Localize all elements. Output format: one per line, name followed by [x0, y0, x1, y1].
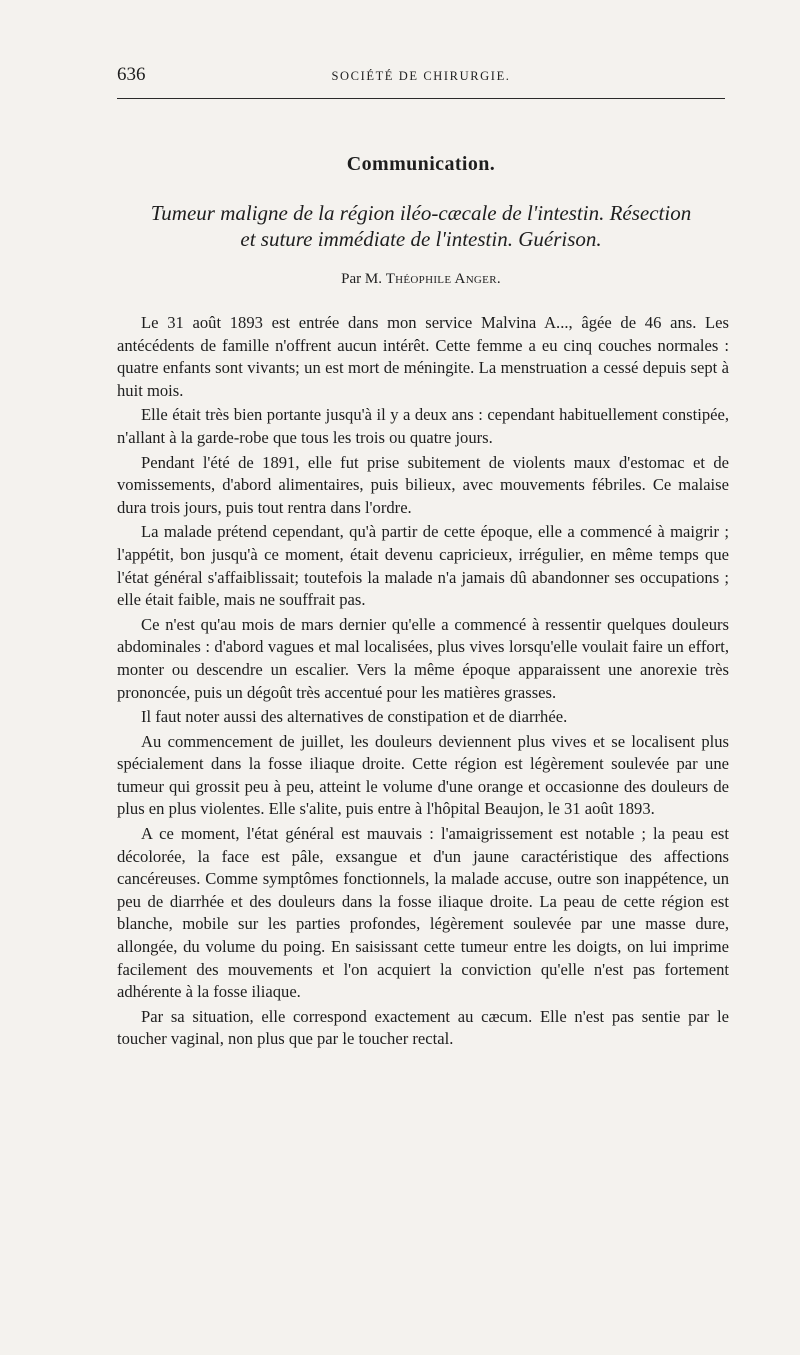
paragraph: Ce n'est qu'au mois de mars dernier qu'elle a commencé à ressentir quelques douleurs abdominales : d'abord vagues et mal localisées, plus vives lorsqu'elle voulait faire un effort, monter ou descendre un escalier. Vers la même époque apparaissent une anorexie très prononcée, puis un dégoût très accentué pour les matières grasses.	[117, 614, 729, 702]
article-title-line-2: et suture immédiate de l'intestin. Guérison.	[240, 227, 602, 251]
paragraph: Le 31 août 1893 est entrée dans mon service Malvina A..., âgée de 46 ans. Les antécédents de famille n'offrent aucun intérêt. Cette femme a eu cinq couches normales : quatre enfants sont vivants; un est mort de méningite. La menstruation a cessé depuis sept à huit mois.	[117, 313, 729, 400]
header-rule	[117, 98, 725, 99]
article-body	[117, 312, 729, 1051]
article-title	[117, 200, 725, 252]
paragraph: Pendant l'été de 1891, elle fut prise subitement de violents maux d'estomac et de vomissements, d'abord alimentaires, puis bilieux, avec mouvements fébriles. Ce malaise dura trois jours, puis tout rentra dans l'ordre.	[117, 452, 729, 517]
page-header	[117, 64, 725, 90]
paragraph: A ce moment, l'état général est mauvais : l'amaigrissement est notable ; la peau est décolorée, la face est pâle, exsangue et d'un jaune caractéristique des affections cancéreuses. Comme symptômes fonctionnels, la malade accuse, outre son inappétence, un peu de diarrhée et des douleurs dans la fosse iliaque droite. La peau de cette région est blanche, mobile sur les parties profondes, légèrement soulevée par une masse dure, allongée, du volume du poing. En saisissant cette tumeur entre les doigts, on lui imprime facilement des mouvements et l'on acquiert la conviction qu'elle n'est pas fortement adhérente à la fosse iliaque.	[117, 824, 729, 1002]
paragraph: Elle était très bien portante jusqu'à il y a deux ans : cependant habituellement constipée, n'allant à la garde-robe que tous les trois ou quatre jours.	[117, 405, 729, 447]
paragraph: Au commencement de juillet, les douleurs deviennent plus vives et se localisent plus spécialement dans la fosse iliaque droite. Cette région est légèrement soulevée par une tumeur qui grossit peu à peu, atteint le volume d'une orange et occasionne des douleurs de plus en plus violentes. Elle s'alite, puis entre à l'hôpital Beaujon, le 31 août 1893.	[117, 731, 729, 819]
article-title-line-1: Tumeur maligne de la région iléo-cæcale de l'intestin. Résection	[150, 201, 692, 225]
section-heading: Communication.	[346, 153, 496, 175]
running-title: SOCIÉTÉ DE CHIRURGIE.	[331, 69, 511, 83]
byline	[117, 271, 725, 288]
page-number: 636	[117, 64, 146, 85]
paragraph: Par sa situation, elle correspond exactement au cæcum. Elle n'est pas sentie par le toucher vaginal, non plus que par le toucher rectal.	[117, 1006, 729, 1049]
byline-prefix: Par M.	[341, 271, 382, 287]
paragraph: Il faut noter aussi des alternatives de constipation et de diarrhée.	[141, 707, 568, 727]
paragraph: La malade prétend cependant, qu'à partir de cette époque, elle a commencé à maigrir ; l'appétit, bon jusqu'à ce moment, était devenu capricieux, irrégulier, en même temps que l'état général s'affaiblissait; toutefois la malade n'a jamais dû abandonner ses occupations ; elle était faible, mais ne souffrait pas.	[117, 522, 729, 610]
byline-author: Théophile Anger.	[385, 271, 501, 287]
